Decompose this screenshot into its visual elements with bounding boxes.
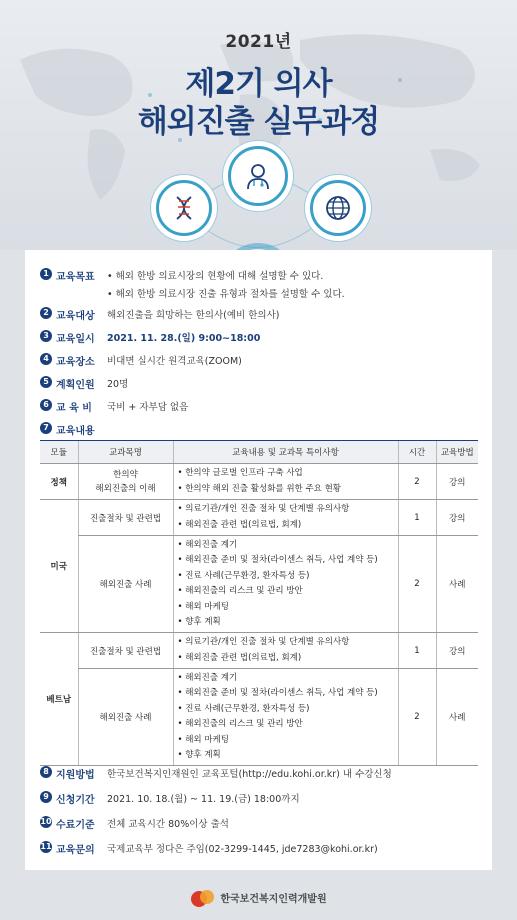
content-line: • 의료기관/개인 진출 절차 및 단계별 유의사항	[177, 504, 350, 514]
info-value: 2021. 10. 18.(월) ~ 11. 19.(금) 18:00까지	[107, 794, 300, 805]
globe-icon	[323, 193, 353, 223]
info-label: 교육대상	[56, 311, 95, 322]
content-line: • 향후 계획	[177, 617, 221, 627]
info-value: 국제교육부 정다은 주임(02-3299-1445, jde7283@kohi.or.kr)	[107, 844, 378, 855]
info-label: 교육문의	[56, 845, 95, 856]
info-value: 비대면 실시간 원격교육(ZOOM)	[107, 356, 242, 367]
page-title-line1: 제2기 의사	[185, 66, 332, 102]
info-label: 계획인원	[56, 380, 95, 391]
content-line: • 진료 사례(근무환경, 환자특성 등)	[177, 570, 310, 581]
info-row-apply-method	[40, 766, 392, 781]
content-cell	[173, 633, 398, 669]
page-title-line2: 해외진출 실무과정	[137, 104, 380, 140]
content-line: • 해외진출 준비 및 절차(라이센스 취득, 사업 계약 등)	[177, 688, 378, 698]
info-label: 교육내용	[56, 426, 95, 437]
number-badge: 8	[40, 766, 52, 778]
subject-cell: 해외진출 사례	[78, 536, 173, 633]
info-row-capacity	[40, 376, 128, 391]
info-row-location	[40, 353, 242, 368]
info-row-fee	[40, 399, 188, 414]
content-line: • 향후 계획	[177, 750, 221, 760]
subject-cell: 진출절차 및 관련법	[78, 500, 173, 536]
content-line: • 진료 사례(근무환경, 환자특성 등)	[177, 703, 310, 714]
module-cell: 베트남	[40, 633, 78, 766]
goal-line-1: • 해외 한방 의료시장의 현황에 대해 설명할 수 있다.	[107, 271, 324, 282]
col-header-method: 교육방법	[436, 441, 478, 464]
table-row	[40, 464, 478, 500]
org-name: 한국보건복지인력개발원	[220, 894, 327, 905]
content-cell	[173, 500, 398, 536]
hours-cell: 2	[398, 464, 436, 500]
method-cell: 강의	[436, 500, 478, 536]
content-line: • 해외 마케팅	[177, 734, 229, 745]
content-line: • 해외진출 계기	[177, 539, 238, 550]
number-badge: 5	[40, 376, 52, 388]
info-label: 교육일시	[56, 334, 95, 345]
number-badge: 7	[40, 422, 52, 434]
col-header-hours: 시간	[398, 441, 436, 464]
info-value: 국비 + 자부담 없음	[107, 402, 189, 413]
info-row-target	[40, 307, 279, 322]
number-badge: 2	[40, 307, 52, 319]
info-value: 전체 교육시간 80%이상 출석	[107, 819, 229, 830]
info-row-completion	[40, 816, 229, 831]
curriculum-table	[40, 440, 478, 766]
subject-cell	[78, 464, 173, 500]
content-cell	[173, 536, 398, 633]
number-badge: 11	[40, 842, 52, 851]
dna-icon	[169, 193, 199, 223]
method-cell: 사례	[436, 669, 478, 766]
content-cell	[173, 669, 398, 766]
hours-cell: 2	[398, 669, 436, 766]
method-cell: 강의	[436, 464, 478, 500]
info-value: 해외진출을 희망하는 한의사(예비 한의사)	[107, 310, 280, 321]
info-label: 신청기간	[56, 795, 95, 806]
info-row-content	[40, 422, 107, 437]
info-label: 지원방법	[56, 770, 95, 781]
info-card	[25, 250, 492, 870]
globe-circle	[310, 180, 366, 236]
content-line: • 한의약 글로벌 인프라 구축 사업	[177, 468, 303, 478]
table-row	[40, 669, 478, 766]
info-row-goal	[40, 268, 345, 300]
content-line: • 해외 마케팅	[177, 601, 229, 612]
number-badge: 1	[40, 268, 52, 280]
table-header-row	[40, 441, 478, 464]
info-row-apply-period	[40, 791, 300, 806]
content-line: • 해외진출 관련 법(의료법, 회계)	[177, 652, 302, 663]
content-line: • 의료기관/개인 진출 절차 및 단계별 유의사항	[177, 637, 350, 647]
subject-cell: 진출절차 및 관련법	[78, 633, 173, 669]
info-value: 한국보건복지인재원인 교육포털(http://edu.kohi.or.kr) 내 수강신청	[107, 769, 392, 780]
footer	[0, 875, 517, 920]
table-row	[40, 536, 478, 633]
info-value: 20명	[107, 379, 129, 390]
number-badge: 3	[40, 330, 52, 342]
module-cell: 정책	[40, 464, 78, 500]
info-label: 교육장소	[56, 357, 95, 368]
info-label: 교육목표	[56, 272, 95, 283]
content-line: • 해외진출 준비 및 절차(라이센스 취득, 사업 계약 등)	[177, 555, 378, 565]
module-cell: 미국	[40, 500, 78, 633]
info-label: 수료기준	[56, 820, 95, 831]
col-header-subject: 교과목명	[78, 441, 173, 464]
content-line: • 해외진출의 리스크 및 관리 방안	[177, 719, 303, 729]
table-row	[40, 500, 478, 536]
goal-line-2: • 해외 한방 의료시장 진출 유형과 절차를 설명할 수 있다.	[107, 289, 345, 300]
content-line: • 한의약 해외 진출 활성화를 위한 주요 현황	[177, 483, 342, 494]
number-badge: 6	[40, 399, 52, 411]
number-badge: 4	[40, 353, 52, 365]
org-logo-icon	[190, 887, 216, 909]
doctor-circle	[228, 146, 288, 206]
subject-text: 한의약 해외진출의 이해	[95, 469, 156, 494]
year-label: 2021년	[225, 32, 292, 52]
hero-banner	[0, 0, 517, 250]
subject-cell: 해외진출 사례	[78, 669, 173, 766]
info-label: 교 육 비	[56, 403, 92, 414]
method-cell: 강의	[436, 633, 478, 669]
content-line: • 해외진출 관련 법(의료법, 회계)	[177, 519, 302, 530]
method-cell: 사례	[436, 536, 478, 633]
col-header-content: 교육내용 및 교과목 특이사항	[173, 441, 398, 464]
dna-circle	[156, 180, 212, 236]
content-cell	[173, 464, 398, 500]
number-badge: 9	[40, 791, 52, 803]
hours-cell: 1	[398, 500, 436, 536]
hours-cell: 1	[398, 633, 436, 669]
info-row-contact	[40, 841, 378, 856]
content-line: • 해외진출의 리스크 및 관리 방안	[177, 586, 303, 596]
hours-cell: 2	[398, 536, 436, 633]
info-row-datetime	[40, 330, 260, 345]
info-value: 2021. 11. 28.(일) 9:00~18:00	[107, 333, 261, 344]
content-line: • 해외진출 계기	[177, 672, 238, 683]
number-badge: 10	[40, 817, 52, 826]
doctor-icon	[242, 160, 274, 192]
col-header-module: 모듈	[40, 441, 78, 464]
table-row	[40, 633, 478, 669]
